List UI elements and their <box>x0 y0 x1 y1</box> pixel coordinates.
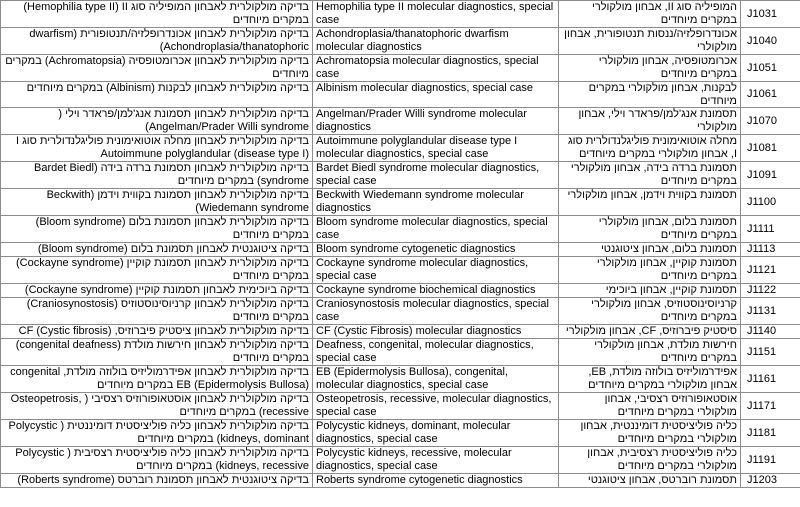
hebrew-short-name-cell: המופיליה סוג II, אבחון מולקולרי במקרים מיוחדים <box>559 1 741 28</box>
hebrew-description-cell: בדיקה ציטוגנטית לאבחון תסמונת רוברטס (Roberts syndrome) <box>1 474 313 488</box>
hebrew-short-name-cell: תסמונת קוקיין, אבחון מולקולרי במקרים מיוחדים <box>559 257 741 284</box>
hebrew-short-name-cell: אכרומטופסיה, אבחון מולקולרי במקרים מיוחדים <box>559 55 741 82</box>
hebrew-short-name-cell: סיסטיק פיברוזיס, CF, אבחון מולקולרי <box>559 325 741 339</box>
table-row <box>1 82 800 108</box>
english-description-cell: Achromatopsia molecular diagnostics, special case <box>313 55 559 82</box>
procedure-code-cell: J1070 <box>741 108 800 135</box>
table-row <box>1 420 800 447</box>
hebrew-description-cell: בדיקה מולקולרית לאבחון כליה פוליציסטית דומיננטית ( Polycystic kidneys, dominant) במקרים מיוחדים <box>1 420 313 447</box>
english-description-cell: Cockayne syndrome molecular diagnostics, special case <box>313 257 559 284</box>
procedure-code-cell: J1121 <box>741 257 800 284</box>
table-row <box>1 135 800 162</box>
table-row <box>1 243 800 257</box>
table-row <box>1 325 800 339</box>
procedure-code-cell: J1040 <box>741 28 800 55</box>
procedure-code-cell: J1061 <box>741 82 800 108</box>
hebrew-description-cell: בדיקה מולקולרית לאבחון תסמונת ברדה בידה (Bardet Biedl syndrome) במקרים מיוחדים <box>1 162 313 189</box>
hebrew-description-cell: בדיקה ציטוגנטית לאבחון תסמונת בלום (Bloom syndrome) <box>1 243 313 257</box>
english-description-cell: Craniosynostosis molecular diagnostics, special case <box>313 298 559 325</box>
hebrew-short-name-cell: אכונדרופלזיה/ננסות תנטופורית, אבחון מולקולרי <box>559 28 741 55</box>
hebrew-description-cell: בדיקה מולקולרית לאבחון אכונדרופלזיה/תנטופורית (dwarfism Achondroplasia/thanatophoric) <box>1 28 313 55</box>
table-row <box>1 474 800 488</box>
procedure-code-cell: J1203 <box>741 474 800 488</box>
hebrew-short-name-cell: חירשות מולדת, אבחון מולקולרי במקרים מיוחדים <box>559 339 741 366</box>
table-row <box>1 1 800 28</box>
hebrew-short-name-cell: תסמונת אנג'למן/פראדר וילי, אבחון מולקולרי <box>559 108 741 135</box>
hebrew-short-name-cell: תסמונת רוברטס, אבחון ציטוגנטי <box>559 474 741 488</box>
table-row <box>1 55 800 82</box>
procedure-code-cell: J1140 <box>741 325 800 339</box>
hebrew-short-name-cell: תסמונת בקווית וידמן, אבחון מולקולרי <box>559 189 741 216</box>
table-body <box>1 1 800 488</box>
english-description-cell: EB (Epidermolysis Bullosa), congenital, molecular diagnostics, special case <box>313 366 559 393</box>
procedure-code-cell: J1081 <box>741 135 800 162</box>
english-description-cell: Cockayne syndrome biochemical diagnostics <box>313 284 559 298</box>
hebrew-description-cell: בדיקה מולקולרית לאבחון כליה פוליציסטית רצסיבית ( Polycystic kidneys, recessive) במקרים מיוחדים <box>1 447 313 474</box>
english-description-cell: Bloom syndrome cytogenetic diagnostics <box>313 243 559 257</box>
procedure-code-cell: J1161 <box>741 366 800 393</box>
hebrew-short-name-cell: אוסטאופורוזיס רצסיבי, אבחון מולקולרי במקרים מיוחדים <box>559 393 741 420</box>
procedure-code-cell: J1100 <box>741 189 800 216</box>
english-description-cell: Bloom syndrome molecular diagnostics, special case <box>313 216 559 243</box>
english-description-cell: Achondroplasia/thanatophoric dwarfism molecular diagnostics <box>313 28 559 55</box>
english-description-cell: Polycystic kidneys, recessive, molecular diagnostics, special case <box>313 447 559 474</box>
english-description-cell: Beckwith Wiedemann syndrome molecular diagnostics <box>313 189 559 216</box>
procedure-code-cell: J1191 <box>741 447 800 474</box>
procedure-code-cell: J1171 <box>741 393 800 420</box>
hebrew-short-name-cell: אפידרמוליזיס בולוזה מולדת, EB, אבחון מולקולרי במקרים מיוחדים <box>559 366 741 393</box>
hebrew-description-cell: בדיקה מולקולרית לאבחון תסמונת קוקיין (Cockayne syndrome) במקרים מיוחדים <box>1 257 313 284</box>
hebrew-description-cell: בדיקה מולקולרית לאבחון מחלה אוטואימונית פוליגלנדולרית סוג I Autoimmune polyglandular (disease type I) <box>1 135 313 162</box>
english-description-cell: Bardet Biedl syndrome molecular diagnostics, special case <box>313 162 559 189</box>
procedure-code-cell: J1031 <box>741 1 800 28</box>
table-row <box>1 339 800 366</box>
hebrew-short-name-cell: כליה פוליציסטית רצסיבית, אבחון מולקולרי במקרים מיוחדים <box>559 447 741 474</box>
hebrew-description-cell: בדיקה מולקולרית לאבחון אפידרמוליזיס בולוזה מולדת, congenital EB (Epidermolysis Bullosa) במקרים מיוחדים <box>1 366 313 393</box>
hebrew-short-name-cell: מחלה אוטואימונית פוליגלנדולרית סוג I, אבחון מולקולרי במקרים מיוחדים <box>559 135 741 162</box>
procedure-code-cell: J1131 <box>741 298 800 325</box>
table-row <box>1 257 800 284</box>
procedure-code-cell: J1051 <box>741 55 800 82</box>
procedure-code-cell: J1111 <box>741 216 800 243</box>
hebrew-short-name-cell: כליה פוליציסטית דומיננטית, אבחון מולקולרי במקרים מיוחדים <box>559 420 741 447</box>
table-row <box>1 162 800 189</box>
english-description-cell: Albinism molecular diagnostics, special case <box>313 82 559 108</box>
hebrew-description-cell: בדיקה מולקולרית לאבחון תסמונת אנג'למן/פראדר וילי ( Angelman/Prader Willi syndrome) <box>1 108 313 135</box>
hebrew-short-name-cell: לבקנות, אבחון מולקולרי במקרים מיוחדים <box>559 82 741 108</box>
table-row <box>1 189 800 216</box>
procedure-code-cell: J1113 <box>741 243 800 257</box>
english-description-cell: Roberts syndrome cytogenetic diagnostics <box>313 474 559 488</box>
table-row <box>1 393 800 420</box>
hebrew-description-cell: בדיקה מולקולרית לאבחון אכרומטופסיה (Achromatopsia) במקרים מיוחדים <box>1 55 313 82</box>
procedure-code-cell: J1122 <box>741 284 800 298</box>
hebrew-short-name-cell: תסמונת בלום, אבחון ציטוגנטי <box>559 243 741 257</box>
table-row <box>1 366 800 393</box>
hebrew-description-cell: בדיקה מולקולרית לאבחון המופיליה סוג Hemophilia type II) II) במקרים מיוחדים <box>1 1 313 28</box>
english-description-cell: Deafness, congenital, molecular diagnostics, special case <box>313 339 559 366</box>
procedure-code-cell: J1091 <box>741 162 800 189</box>
hebrew-short-name-cell: קרניוסינוסטוזיס, אבחון מולקולרי במקרים מיוחדים <box>559 298 741 325</box>
table-row <box>1 216 800 243</box>
procedure-code-cell: J1181 <box>741 420 800 447</box>
english-description-cell: CF (Cystic Fibrosis) molecular diagnostics <box>313 325 559 339</box>
hebrew-description-cell: בדיקה ביוכימית לאבחון תסמונת קוקיין (Cockayne syndrome) <box>1 284 313 298</box>
procedure-code-cell: J1151 <box>741 339 800 366</box>
hebrew-description-cell: בדיקה מולקולרית לאבחון ציסטיק פיברוזיס, CF (Cystic fibrosis) <box>1 325 313 339</box>
english-description-cell: Hemophilia type II molecular diagnostics, special case <box>313 1 559 28</box>
hebrew-description-cell: בדיקה מולקולרית לאבחון לבקנות (Albinism) במקרים מיוחדים <box>1 82 313 108</box>
table-row <box>1 108 800 135</box>
hebrew-short-name-cell: תסמונת קוקיין, אבחון ביוכימי <box>559 284 741 298</box>
table-row <box>1 298 800 325</box>
hebrew-description-cell: בדיקה מולקולרית לאבחון קרניוסינוסטוזיס (Craniosynostosis) במקרים מיוחדים <box>1 298 313 325</box>
english-description-cell: Osteopetrosis, recessive, molecular diagnostics, special case <box>313 393 559 420</box>
hebrew-short-name-cell: תסמונת בלום, אבחון מולקולרי במקרים מיוחדים <box>559 216 741 243</box>
table-row <box>1 284 800 298</box>
hebrew-description-cell: בדיקה מולקולרית לאבחון אוסטאופורוזיס רצסיבי ( Osteopetrosis, recessive) במקרים מיוחדים <box>1 393 313 420</box>
hebrew-short-name-cell: תסמונת ברדה בידה, אבחון מולקולרי במקרים מיוחדים <box>559 162 741 189</box>
hebrew-description-cell: בדיקה מולקולרית לאבחון חירשות מולדת (congenital deafness) במקרים מיוחדים <box>1 339 313 366</box>
english-description-cell: Autoimmune polyglandular disease type I molecular diagnostics, special case <box>313 135 559 162</box>
table-row <box>1 28 800 55</box>
english-description-cell: Angelman/Prader Willi syndrome molecular diagnostics <box>313 108 559 135</box>
hebrew-description-cell: בדיקה מולקולרית לאבחון תסמונת בלום (Bloom syndrome) במקרים מיוחדים <box>1 216 313 243</box>
table-row <box>1 447 800 474</box>
hebrew-description-cell: בדיקה מולקולרית לאבחון תסמונת בקווית וידמן (Beckwith Wiedemann syndrome) <box>1 189 313 216</box>
english-description-cell: Polycystic kidneys, dominant, molecular diagnostics, special case <box>313 420 559 447</box>
